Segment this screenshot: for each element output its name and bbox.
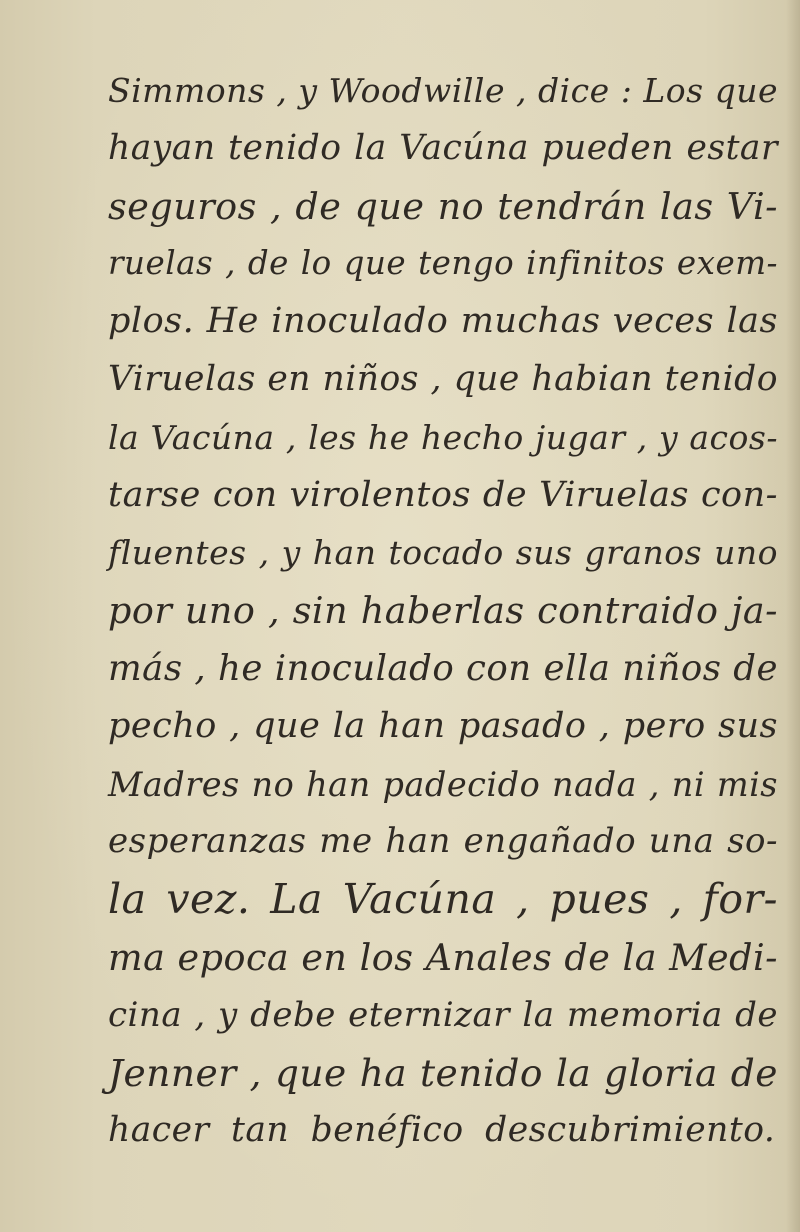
text-line: ma epoca en los Anales de la Medi- [108,935,778,979]
text-line-last: hacer tan benéfico descubrimiento. [108,1110,776,1151]
text-line: esperanzas me han engañado una so- [108,821,778,862]
text-line: fluentes , y han tocado sus granos uno [108,533,778,573]
text-line: pecho , que la han pasado , pero sus [108,705,778,746]
text-line: Jenner , que ha tenido la gloria de [108,1050,778,1095]
text-line: plos. He inoculado muchas veces las [108,301,778,342]
body-text [108,62,778,1160]
text-line: ruelas , de lo que tengo infinitos exem- [108,244,778,283]
text-line: Madres no han padecido nada , ni mis [108,764,778,804]
text-line: por uno , sin haberlas contraido ja- [108,589,778,633]
text-line: Viruelas en niños , que habian tenido [108,358,778,399]
text-line: tarse con virolentos de Viruelas con- [108,474,778,515]
text-line: la vez. La Vacúna , pues , for- [108,875,778,924]
text-line: cina , y debe eternizar la memoria de [108,994,778,1035]
text-line: la Vacúna , les he hecho jugar , y acos- [108,417,778,457]
text-line: seguros , de que no tendrán las Vi- [108,184,778,228]
text-line: Simmons , y Woodwille , dice : Los que [108,71,778,110]
page-edge-shadow [786,0,800,1232]
text-line: hayan tenido la Vacúna pueden estar [108,127,778,168]
text-line: más , he inoculado con ella niños de [108,647,778,689]
